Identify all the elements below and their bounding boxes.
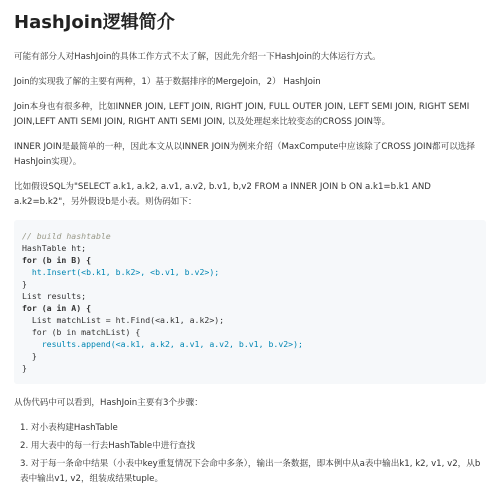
code-comment: // build hashtable xyxy=(22,231,111,241)
article-title: HashJoin逻辑简介 xyxy=(14,12,175,33)
code-line xyxy=(22,254,478,266)
sql-example-paragraph: 比如假设SQL为"SELECT a.k1, a.k2, a.v1, a.v2, b.v1, b,v2 FROM a INNER JOIN b ON a.k1=b.k1 AND a.k2=b.k2"，另外假设b是小表。则伪码如下： xyxy=(14,182,431,207)
code-line-text: ht.Insert(<b.k1, b.k2>, <b.v1, b.v2>); xyxy=(22,267,220,277)
code-line xyxy=(22,302,478,314)
inner-join-paragraph: INNER JOIN是最简单的一种，因此本文从以INNER JOIN为例来介绍（MaxCompute中应该除了CROSS JOIN都可以选择HashJoin实现）。 xyxy=(14,142,475,167)
code-line xyxy=(22,278,478,290)
code-line-text: for (b in matchList) { xyxy=(22,327,141,337)
code-line-text: for (a in A) { xyxy=(22,303,92,313)
steps-intro: 从伪代码中可以看到，HashJoin主要有3个步骤： xyxy=(14,398,203,408)
code-line xyxy=(22,362,478,374)
bottom-fade xyxy=(0,490,500,500)
code-line xyxy=(22,350,478,362)
code-line-text: results.append(<a.k1, a.k2, a.v1, a.v2, b.v1, b.v2>); xyxy=(22,339,303,349)
code-line xyxy=(22,242,478,254)
code-line xyxy=(22,326,478,338)
list-item: 1. 对小表构建HashTable xyxy=(20,423,118,433)
code-line-text: HashTable ht; xyxy=(22,243,87,253)
code-line xyxy=(22,266,478,278)
join-implementations-paragraph: Join的实现我了解的主要有两种，1）基于数据排序的MergeJoin，2） HashJoin xyxy=(14,77,321,87)
code-line-text: List matchList = ht.Find(<a.k1, a.k2>); xyxy=(22,315,225,325)
code-line-text: } xyxy=(22,363,27,373)
intro-paragraph: 可能有部分人对HashJoin的具体工作方式不太了解，因此先介绍一下HashJoin的大体运行方式。 xyxy=(14,52,381,62)
code-line-text: } xyxy=(22,279,27,289)
join-types-paragraph: Join本身也有很多种，比如INNER JOIN, LEFT JOIN, RIGHT JOIN, FULL OUTER JOIN, LEFT SEMI JOIN, RIGHT SEMI JOIN,LEFT ANTI SEMI JOIN, RIGHT ANTI SEMI JOIN, 以及处理起来比较变态的CROSS JOIN等。 xyxy=(14,102,470,127)
code-line xyxy=(22,338,478,350)
pseudo-code-block xyxy=(14,220,486,384)
code-line xyxy=(22,314,478,326)
code-line-text: } xyxy=(22,351,37,361)
code-line-text: List results; xyxy=(22,291,87,301)
list-item: 3. 对于每一条命中结果（小表中key重复情况下会命中多条），输出一条数据，即本例中从a表中输出k1, k2, v1, v2，从b表中输出v1, v2，组装成结果tuple。 xyxy=(20,459,481,484)
code-line-text: for (b in B) { xyxy=(22,255,92,265)
list-item: 2. 用大表中的每一行去HashTable中进行查找 xyxy=(20,441,196,451)
code-line xyxy=(22,290,478,302)
steps-list xyxy=(14,421,486,487)
